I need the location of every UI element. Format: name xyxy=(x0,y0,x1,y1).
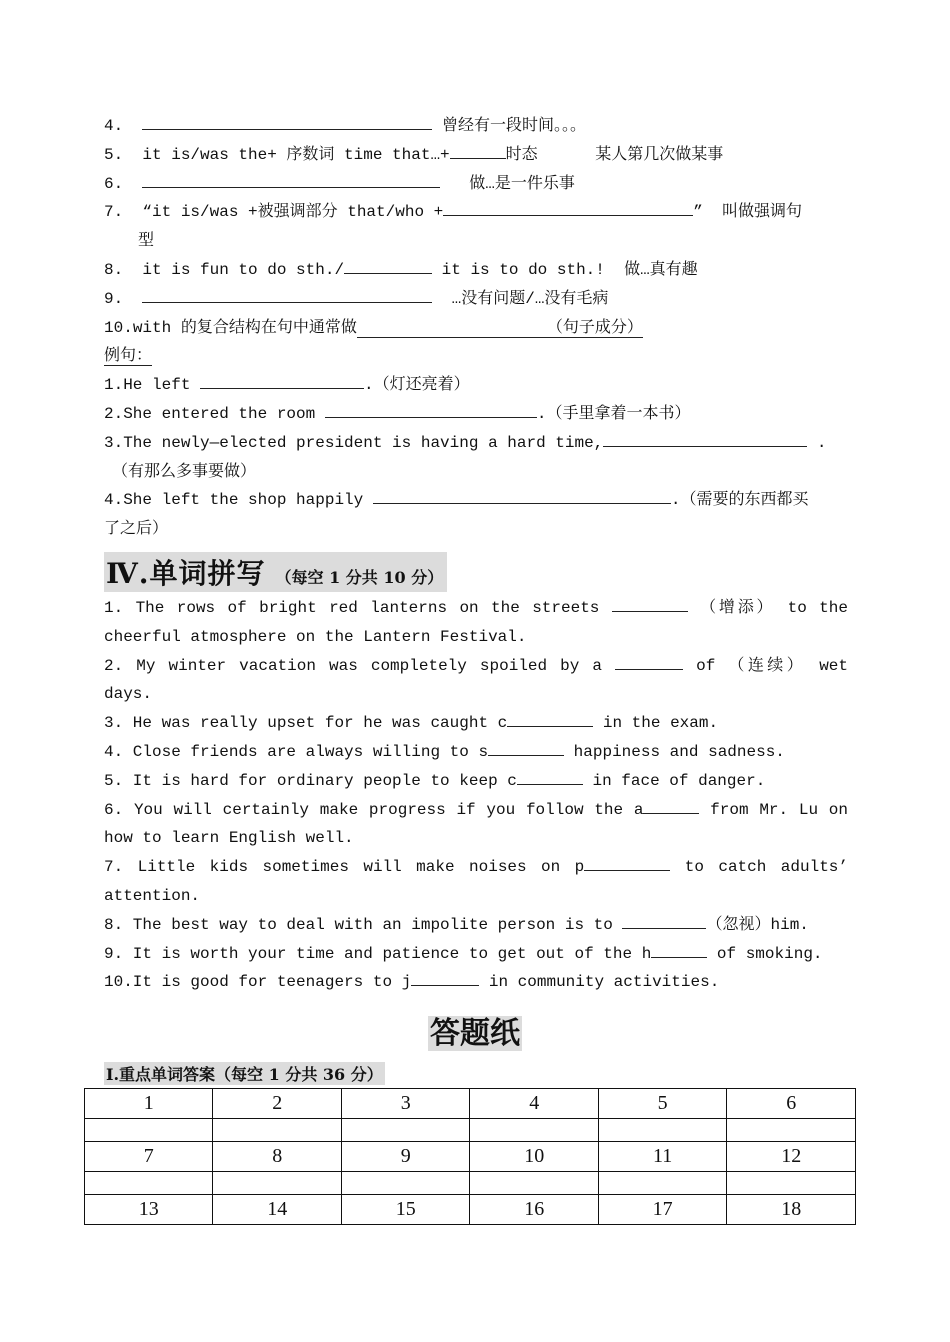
answer-number: 12 xyxy=(727,1142,856,1172)
spell-item-5: 5. It is hard for ordinary people to keep c in face of danger. xyxy=(104,771,766,790)
answer-number: 7 xyxy=(85,1142,213,1172)
section-4-title: Ⅳ.单词拼写 xyxy=(106,556,266,590)
blank xyxy=(488,741,564,756)
blank xyxy=(643,799,699,814)
answer-cell[interactable] xyxy=(727,1119,856,1142)
item-text: 曾经有一段时间。。。 xyxy=(432,117,587,135)
answer-cell[interactable] xyxy=(598,1172,726,1195)
answer-number: 11 xyxy=(598,1142,726,1172)
answer-number-row xyxy=(85,1142,856,1172)
item-6 xyxy=(104,170,848,199)
answer-number: 9 xyxy=(341,1142,469,1172)
example-1: 1.He left .（灯还亮着） xyxy=(104,376,470,395)
item-text: …没有问题/…没有毛病 xyxy=(432,289,609,308)
blank xyxy=(443,201,693,216)
answer-number: 8 xyxy=(213,1142,341,1172)
answer-cell[interactable] xyxy=(727,1172,856,1195)
answer-number: 17 xyxy=(598,1195,726,1225)
example-3: 3.The newly—elected president is having a hard time, . xyxy=(104,433,827,452)
item-number: 9. xyxy=(104,289,124,308)
spell-item-4: 4. Close friends are always willing to s happiness and sadness. xyxy=(104,742,785,761)
answer-cell[interactable] xyxy=(85,1119,213,1142)
blank xyxy=(450,144,506,159)
answer-blank-row xyxy=(85,1172,856,1195)
examples-label: 例句： xyxy=(104,347,153,366)
item-number: 10. xyxy=(104,318,133,337)
item-text: it is/was the+ 序数词 time that…+ xyxy=(142,145,450,164)
spell-item-1: 1. The rows of bright red lanterns on the streets （增添） to the cheerful atmosphere on the Lantern Festival. xyxy=(104,598,848,646)
blank xyxy=(142,115,432,130)
answer-number: 6 xyxy=(727,1089,856,1119)
answer-table xyxy=(84,1088,856,1225)
blank xyxy=(142,288,432,303)
answer-cell[interactable] xyxy=(213,1172,341,1195)
blank xyxy=(325,403,537,418)
item-7 xyxy=(104,198,848,227)
item-text: （句子成分） xyxy=(546,318,643,337)
answer-number-row xyxy=(85,1195,856,1225)
answer-number: 10 xyxy=(470,1142,598,1172)
answer-cell[interactable] xyxy=(598,1119,726,1142)
item-number: 5. xyxy=(104,145,124,164)
section-4-score: （每空 1 分共 10 分） xyxy=(275,567,444,587)
item-text: 做…是一件乐事 xyxy=(440,174,575,193)
answer-cell[interactable] xyxy=(470,1172,598,1195)
example-3-cont: （有那么多事要做） xyxy=(112,462,257,481)
item-text: ” 叫做强调句 xyxy=(693,203,803,222)
item-text: 时态 某人第几次做某事 xyxy=(505,145,724,164)
blank xyxy=(344,259,432,274)
answer-number: 1 xyxy=(85,1089,213,1119)
answer-sheet-title-wrap xyxy=(0,1008,950,1052)
spell-item-8: 8. The best way to deal with an impolite person is to （忽视）him. xyxy=(104,915,809,934)
item-text: it is to do sth.! 做…真有趣 xyxy=(432,260,698,279)
answer-cell[interactable] xyxy=(470,1119,598,1142)
item-number: 7. xyxy=(104,203,124,222)
example-2: 2.She entered the room .（手里拿着一本书） xyxy=(104,404,691,423)
item-8 xyxy=(104,256,848,285)
item-number: 4. xyxy=(104,117,124,135)
spell-item-10: 10.It is good for teenagers to j in community activities. xyxy=(104,973,720,992)
blank xyxy=(615,655,683,670)
item-7-cont: 型 xyxy=(138,232,155,251)
blank xyxy=(373,489,671,504)
blank xyxy=(622,914,706,929)
item-number: 6. xyxy=(104,174,124,193)
answer-number: 14 xyxy=(213,1195,341,1225)
answer-number: 15 xyxy=(341,1195,469,1225)
item-number: 8. xyxy=(104,260,124,279)
spell-item-6: 6. You will certainly make progress if you follow the a from Mr. Lu on how to learn English well. xyxy=(104,800,848,848)
example-4: 4.She left the shop happily .（需要的东西都买 xyxy=(104,491,809,510)
item-text: with 的复合结构在句中通常做 xyxy=(132,318,357,337)
answer-number: 3 xyxy=(341,1089,469,1119)
answer-number: 5 xyxy=(598,1089,726,1119)
blank xyxy=(200,374,364,389)
worksheet-content xyxy=(104,112,848,997)
blank xyxy=(411,971,479,986)
item-9 xyxy=(104,285,848,314)
item-10 xyxy=(104,314,848,343)
answer-number-row xyxy=(85,1089,856,1119)
answer-number: 2 xyxy=(213,1089,341,1119)
blank xyxy=(142,173,440,188)
blank xyxy=(584,856,670,871)
answer-number: 4 xyxy=(470,1089,598,1119)
answer-cell[interactable] xyxy=(213,1119,341,1142)
example-4-cont: 了之后） xyxy=(104,520,169,539)
answer-blank-row xyxy=(85,1119,856,1142)
answer-section-1-label: Ⅰ.重点单词答案（每空 1 分共 36 分） xyxy=(104,1062,385,1085)
blank xyxy=(651,943,707,958)
spell-item-2: 2. My winter vacation was completely spoiled by a of （连续） wet days. xyxy=(104,656,848,704)
answer-cell[interactable] xyxy=(341,1172,469,1195)
item-text: “it is/was +被强调部分 that/who + xyxy=(142,203,444,222)
item-5 xyxy=(104,141,848,170)
answer-cell[interactable] xyxy=(341,1119,469,1142)
section-4-header xyxy=(104,548,848,592)
blank xyxy=(603,432,807,447)
answer-sheet-title: 答题纸 xyxy=(430,1016,520,1051)
item-4 xyxy=(104,112,848,141)
answer-cell[interactable] xyxy=(85,1172,213,1195)
blank xyxy=(612,597,688,612)
spell-item-7: 7. Little kids sometimes will make noises on p to catch adults’ attention. xyxy=(104,858,849,905)
blank xyxy=(507,712,593,727)
spell-item-3: 3. He was really upset for he was caught c in the exam. xyxy=(104,714,719,733)
answer-number: 18 xyxy=(727,1195,856,1225)
answer-number: 13 xyxy=(85,1195,213,1225)
item-text: it is fun to do sth./ xyxy=(142,260,345,279)
answer-number: 16 xyxy=(470,1195,598,1225)
blank xyxy=(517,770,583,785)
spell-item-9: 9. It is worth your time and patience to get out of the h of smoking. xyxy=(104,944,823,963)
